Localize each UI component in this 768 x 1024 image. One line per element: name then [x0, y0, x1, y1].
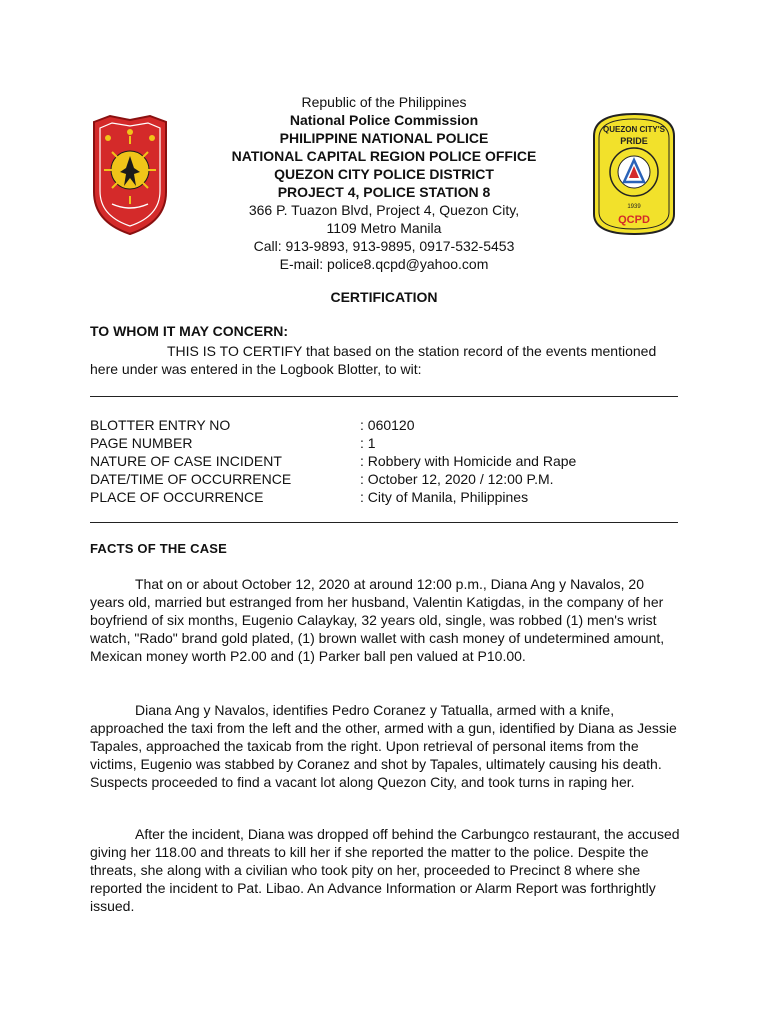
blotter-details — [90, 416, 680, 506]
letterhead — [180, 93, 588, 273]
facts-heading: FACTS OF THE CASE — [90, 541, 228, 556]
blotter-label: NATURE OF CASE INCIDENT — [90, 453, 282, 469]
blotter-label: PAGE NUMBER — [90, 435, 193, 451]
intro-text: THIS IS TO CERTIFY that based on the station record of the events mentioned here under was entered in the Logbook Blotter, to wit: — [90, 343, 657, 377]
svg-text:QUEZON CITY'S: QUEZON CITY'S — [603, 125, 665, 134]
blotter-row — [90, 488, 680, 506]
paragraph-text: Diana Ang y Navalos, identifies Pedro Coranez y Tatualla, armed with a knife, approached the taxi from the left and the other, armed with a gun, identified by Diana as Jessie Tapales, approached the taxicab from the right. Upon retrieval of personal items from the victims, Eugenio was stabbed by Coranez and shot by Tapales, ultimately causing his death. Suspects proceeded to find a vacant lot along Quezon City, and took turns in raping her. — [90, 702, 677, 790]
blotter-label: PLACE OF OCCURRENCE — [90, 489, 264, 505]
paragraph-text: That on or about October 12, 2020 at around 12:00 p.m., Diana Ang y Navalos, 20 years old, married but estranged from her husband, Valentin Katigdas, in the company of her boyfriend of six months, Eugenio Calaykay, 32 years old, single, was robbed (1) men's wrist watch, "Rado" brand gold plated, (1) brown wallet with cash money of undetermined amount, Mexican money worth P2.00 and (1) Parker ball pen valued at P10.00. — [90, 576, 665, 664]
header-station: PROJECT 4, POLICE STATION 8 — [277, 184, 491, 200]
facts-paragraph-1 — [90, 575, 680, 665]
header-napolcom: National Police Commission — [289, 112, 479, 128]
facts-paragraph-2 — [90, 701, 680, 791]
blotter-row — [90, 416, 680, 434]
blotter-value: : October 12, 2020 / 12:00 P.M. — [360, 471, 554, 487]
blotter-row — [90, 470, 680, 488]
header-email: E-mail: police8.qcpd@yahoo.com — [279, 256, 489, 272]
blotter-label: BLOTTER ENTRY NO — [90, 417, 231, 433]
header-qcpd: QUEZON CITY POLICE DISTRICT — [274, 166, 494, 182]
divider-bottom — [90, 522, 678, 523]
svg-text:1939: 1939 — [627, 204, 641, 210]
blotter-value: : 1 — [360, 435, 376, 451]
blotter-value: : 060120 — [360, 417, 415, 433]
blotter-row — [90, 434, 680, 452]
svg-text:QCPD: QCPD — [618, 214, 650, 226]
paragraph-text: After the incident, Diana was dropped off behind the Carbungco restaurant, the accused giving her 118.00 and threats to kill her if she reported the matter to the police. Despite the threats, she along with a civilian who took pity on her, proceeded to Precinct 8 where she reported the incident to Pat. Libao. An Advance Information or Alarm Report was forthrightly issued. — [90, 826, 680, 914]
header-phone: Call: 913-9893, 913-9895, 0917-532-5453 — [253, 238, 515, 254]
blotter-value: : Robbery with Homicide and Rape — [360, 453, 577, 469]
svg-text:PRIDE: PRIDE — [620, 136, 648, 146]
salutation: TO WHOM IT MAY CONCERN: — [90, 323, 289, 339]
header-address-line1: 366 P. Tuazon Blvd, Project 4, Quezon City, — [248, 202, 520, 218]
document-title: CERTIFICATION — [330, 289, 438, 305]
header-ncrpo: NATIONAL CAPITAL REGION POLICE OFFICE — [231, 148, 537, 164]
qcpd-badge-icon — [588, 110, 680, 238]
blotter-value: : City of Manila, Philippines — [360, 489, 529, 505]
blotter-label: DATE/TIME OF OCCURRENCE — [90, 471, 292, 487]
intro-paragraph — [90, 342, 680, 378]
header-pnp: PHILIPPINE NATIONAL POLICE — [279, 130, 489, 146]
header-address-line2: 1109 Metro Manila — [326, 220, 442, 236]
facts-paragraph-3 — [90, 825, 680, 915]
divider-top — [90, 396, 678, 397]
pnp-seal-icon — [90, 112, 170, 236]
blotter-row — [90, 452, 680, 470]
header-republic: Republic of the Philippines — [301, 94, 467, 110]
